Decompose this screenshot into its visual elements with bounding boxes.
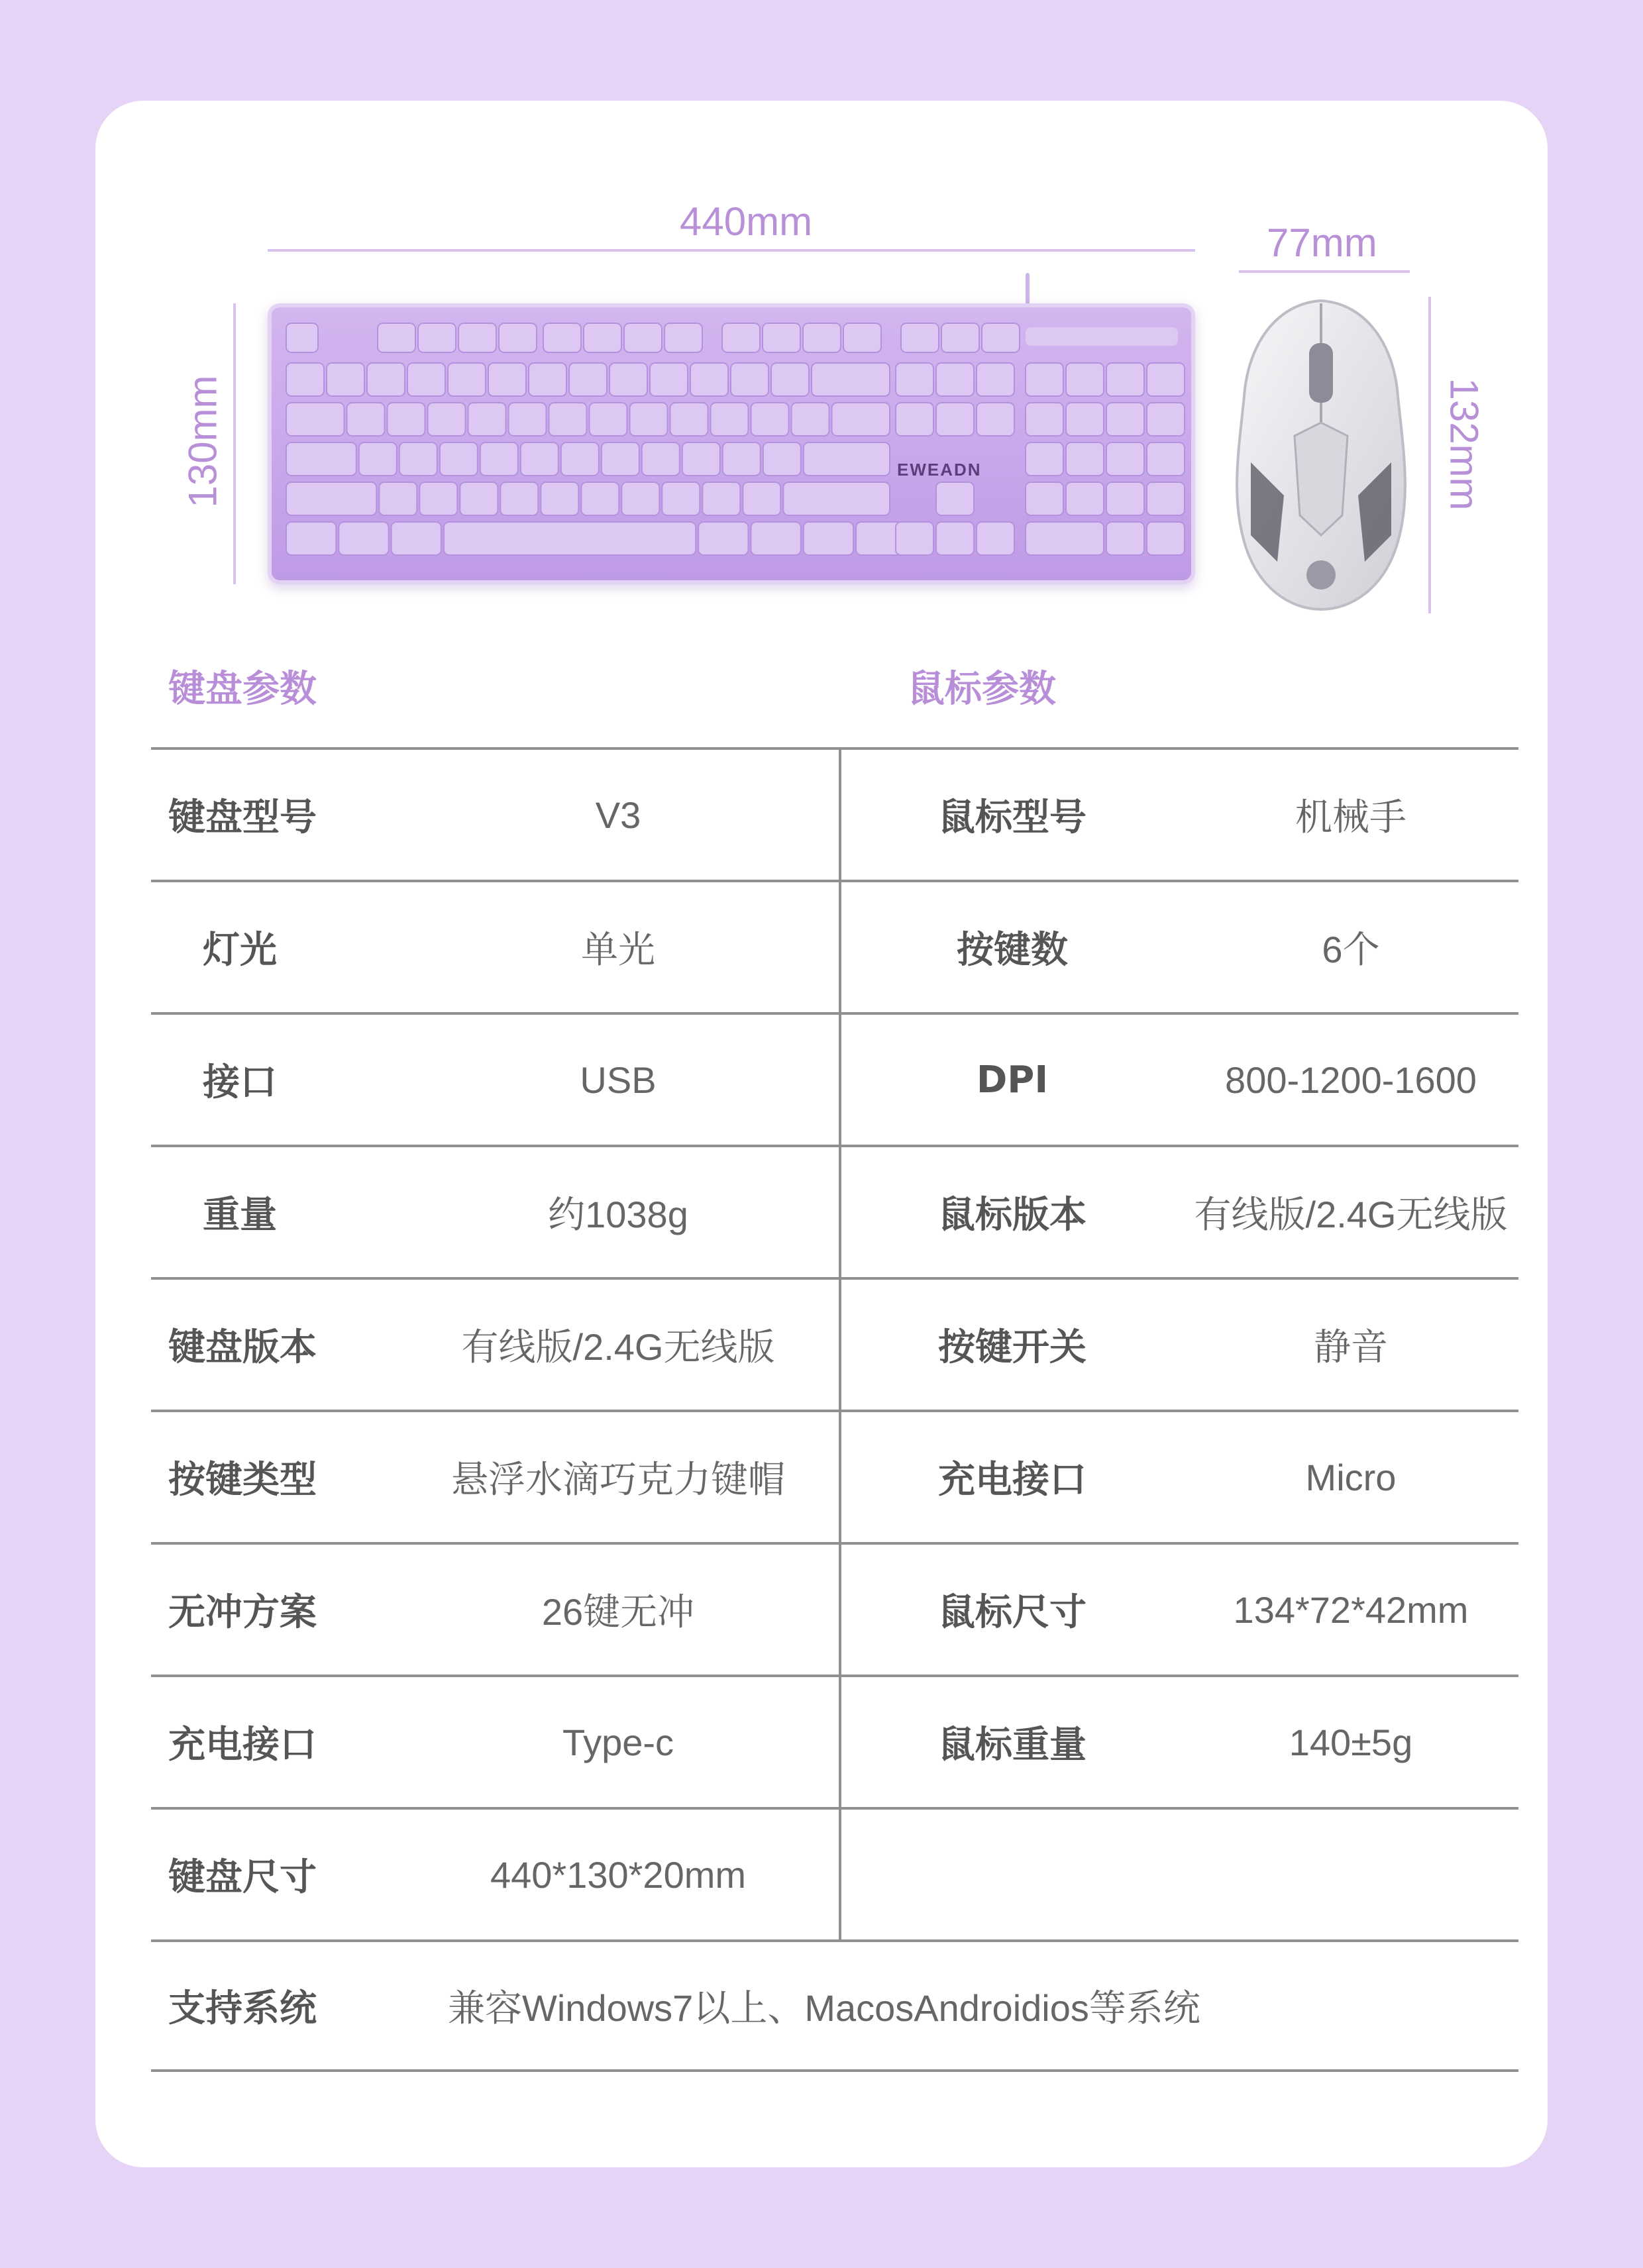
keycap xyxy=(488,363,526,396)
keycap xyxy=(610,363,647,396)
keycap xyxy=(286,442,356,476)
spec-label: 鼠标尺寸 xyxy=(938,1591,1086,1634)
spec-label: 鼠标型号 xyxy=(938,796,1086,839)
spec-value: 机械手 xyxy=(1295,796,1406,838)
keycap xyxy=(1026,522,1104,555)
mouse-width-line xyxy=(1239,270,1410,273)
keycap xyxy=(1147,482,1185,515)
keycap xyxy=(682,442,720,476)
keycap xyxy=(722,323,760,352)
keycap xyxy=(896,522,933,555)
system-label: 支持系统 xyxy=(168,1987,317,2030)
keyboard-image xyxy=(268,303,1195,584)
keycap xyxy=(698,522,748,555)
spec-value: 有线版/2.4G无线版 xyxy=(461,1326,775,1368)
keycap xyxy=(327,363,364,396)
keycap xyxy=(1147,522,1185,555)
keycap xyxy=(832,403,890,436)
keycap xyxy=(1106,363,1144,396)
keycap xyxy=(602,442,639,476)
keycap xyxy=(1026,363,1063,396)
spec-value: 800-1200-1600 xyxy=(1225,1058,1477,1101)
keycap xyxy=(448,363,486,396)
keycap xyxy=(286,482,376,515)
spec-label: 充电接口 xyxy=(168,1724,317,1767)
keycap xyxy=(771,363,809,396)
keycap xyxy=(977,403,1014,436)
keycap xyxy=(499,323,537,352)
spec-label: 键盘尺寸 xyxy=(168,1856,317,1899)
keycap xyxy=(286,323,318,352)
table-row-system xyxy=(151,1939,1518,2072)
spec-label: 无冲方案 xyxy=(168,1591,317,1634)
keycap xyxy=(286,403,344,436)
keycap xyxy=(286,522,336,555)
keycap xyxy=(1066,403,1104,436)
keycap xyxy=(792,403,829,436)
keyboard-logo: EWEADN xyxy=(897,460,982,480)
keycap xyxy=(378,323,415,352)
keycap xyxy=(650,363,688,396)
spec-value: 440*130*20mm xyxy=(490,1853,747,1896)
keycap xyxy=(812,363,890,396)
keycap xyxy=(751,522,801,555)
keycap xyxy=(509,403,547,436)
keycap xyxy=(367,363,405,396)
keycap xyxy=(468,403,506,436)
keycap xyxy=(1026,403,1063,436)
spec-value: V3 xyxy=(595,794,641,836)
mouse-image xyxy=(1231,297,1411,613)
spec-value: 134*72*42mm xyxy=(1233,1588,1469,1631)
spec-value: 悬浮水滴巧克力键帽 xyxy=(451,1459,785,1500)
keycap xyxy=(621,482,659,515)
keycap xyxy=(977,363,1014,396)
spec-label: 按键数 xyxy=(957,929,1068,972)
spec-value: 约1038g xyxy=(548,1194,688,1235)
keycap xyxy=(901,323,939,352)
spec-label: 鼠标版本 xyxy=(938,1194,1086,1237)
mouse-section-title: 鼠标参数 xyxy=(908,668,1056,711)
spec-value: 静音 xyxy=(1314,1326,1388,1368)
keycap xyxy=(804,522,853,555)
keycap xyxy=(444,522,696,555)
table-row xyxy=(151,1410,1518,1542)
keycap xyxy=(731,363,768,396)
keycap xyxy=(743,482,780,515)
keycap xyxy=(1106,403,1144,436)
keycap xyxy=(690,363,728,396)
keycap xyxy=(1066,482,1104,515)
spec-label: 按键类型 xyxy=(168,1459,317,1502)
keycap xyxy=(500,482,538,515)
keycap xyxy=(763,323,800,352)
keycap xyxy=(642,442,680,476)
keycap xyxy=(1106,482,1144,515)
keycap xyxy=(1026,482,1063,515)
keycap xyxy=(460,482,498,515)
table-row xyxy=(151,1675,1518,1807)
keycap xyxy=(977,522,1014,555)
keycap xyxy=(1026,442,1063,476)
keycap xyxy=(723,442,761,476)
table-row xyxy=(151,1807,1518,1939)
table-row xyxy=(151,747,1518,880)
keycap xyxy=(1066,363,1104,396)
keycap xyxy=(702,482,740,515)
keycap xyxy=(936,363,974,396)
keycap xyxy=(347,403,385,436)
keycap xyxy=(982,323,1020,352)
keycap xyxy=(1066,442,1104,476)
keycap xyxy=(392,522,441,555)
keycap xyxy=(783,482,890,515)
keycap xyxy=(407,363,445,396)
keycap xyxy=(590,403,627,436)
keycap xyxy=(896,363,933,396)
keyboard-width-label: 440mm xyxy=(680,199,813,244)
keycap xyxy=(379,482,417,515)
keycap xyxy=(359,442,397,476)
spec-value: USB xyxy=(580,1058,657,1101)
keycap xyxy=(399,442,437,476)
keycap xyxy=(936,482,974,515)
keycap xyxy=(670,403,708,436)
keycap xyxy=(763,442,801,476)
spec-value: 有线版/2.4G无线版 xyxy=(1194,1194,1508,1235)
keyboard-section-title: 键盘参数 xyxy=(168,668,317,711)
keycap xyxy=(941,323,979,352)
keyboard-cable xyxy=(1026,273,1030,307)
keycap xyxy=(1147,363,1185,396)
mouse-height-label: 132mm xyxy=(1442,378,1487,511)
keycap xyxy=(936,403,974,436)
keycap xyxy=(428,403,466,436)
keycap xyxy=(751,403,789,436)
keycap xyxy=(584,323,621,352)
spec-value: 6个 xyxy=(1322,929,1380,970)
keyboard-height-line xyxy=(233,303,236,584)
keyboard-width-line xyxy=(268,249,1195,252)
spec-label: 充电接口 xyxy=(938,1459,1086,1502)
keycap xyxy=(664,323,702,352)
keyboard-height-label: 130mm xyxy=(180,375,225,508)
mouse-height-line xyxy=(1428,297,1431,613)
table-row xyxy=(151,1012,1518,1145)
spec-label: 键盘版本 xyxy=(168,1326,317,1369)
keycap xyxy=(624,323,662,352)
table-row xyxy=(151,1145,1518,1277)
keycap xyxy=(804,442,890,476)
keycap xyxy=(419,482,457,515)
keycap xyxy=(543,323,581,352)
keycap xyxy=(936,522,974,555)
spec-label: 重量 xyxy=(203,1194,277,1237)
spec-label: 按键开关 xyxy=(938,1326,1086,1369)
spec-value: Micro xyxy=(1305,1456,1397,1498)
keycap xyxy=(843,323,881,352)
keycap xyxy=(480,442,518,476)
spec-value: 140±5g xyxy=(1289,1721,1413,1763)
keycap xyxy=(1147,403,1185,436)
table-row xyxy=(151,880,1518,1012)
keycap xyxy=(521,442,558,476)
keycap xyxy=(1106,522,1144,555)
indicator-strip xyxy=(1026,327,1178,346)
keyboard-keys xyxy=(272,307,1191,580)
keycap xyxy=(569,363,607,396)
keycap xyxy=(529,363,566,396)
keycap xyxy=(803,323,841,352)
keycap xyxy=(896,403,933,436)
spec-label: DPI xyxy=(976,1058,1049,1102)
table-row xyxy=(151,1277,1518,1410)
spec-table xyxy=(151,747,1518,2072)
spec-value: 26键无冲 xyxy=(541,1591,695,1633)
keycap xyxy=(286,363,324,396)
system-value: 兼容Windows7以上、MacosAndroidios等系统 xyxy=(448,1987,1200,2029)
mouse-width-label: 77mm xyxy=(1267,221,1377,265)
spec-value: 单光 xyxy=(581,929,655,970)
keycap xyxy=(339,522,388,555)
keycap xyxy=(662,482,700,515)
spec-label: 灯光 xyxy=(203,929,277,972)
table-row xyxy=(151,1542,1518,1675)
keycap xyxy=(458,323,496,352)
keycap xyxy=(440,442,478,476)
keycap xyxy=(1106,442,1144,476)
keycap xyxy=(541,482,578,515)
keycap xyxy=(418,323,456,352)
keycap xyxy=(581,482,619,515)
keycap xyxy=(549,403,587,436)
spec-label: 鼠标重量 xyxy=(938,1724,1086,1767)
spec-label: 键盘型号 xyxy=(168,796,317,839)
keycap xyxy=(630,403,668,436)
spec-label: 接口 xyxy=(203,1061,277,1104)
keycap xyxy=(388,403,425,436)
spec-value: Type-c xyxy=(562,1721,674,1763)
keycap xyxy=(1147,442,1185,476)
keycap xyxy=(711,403,749,436)
keycap xyxy=(561,442,599,476)
